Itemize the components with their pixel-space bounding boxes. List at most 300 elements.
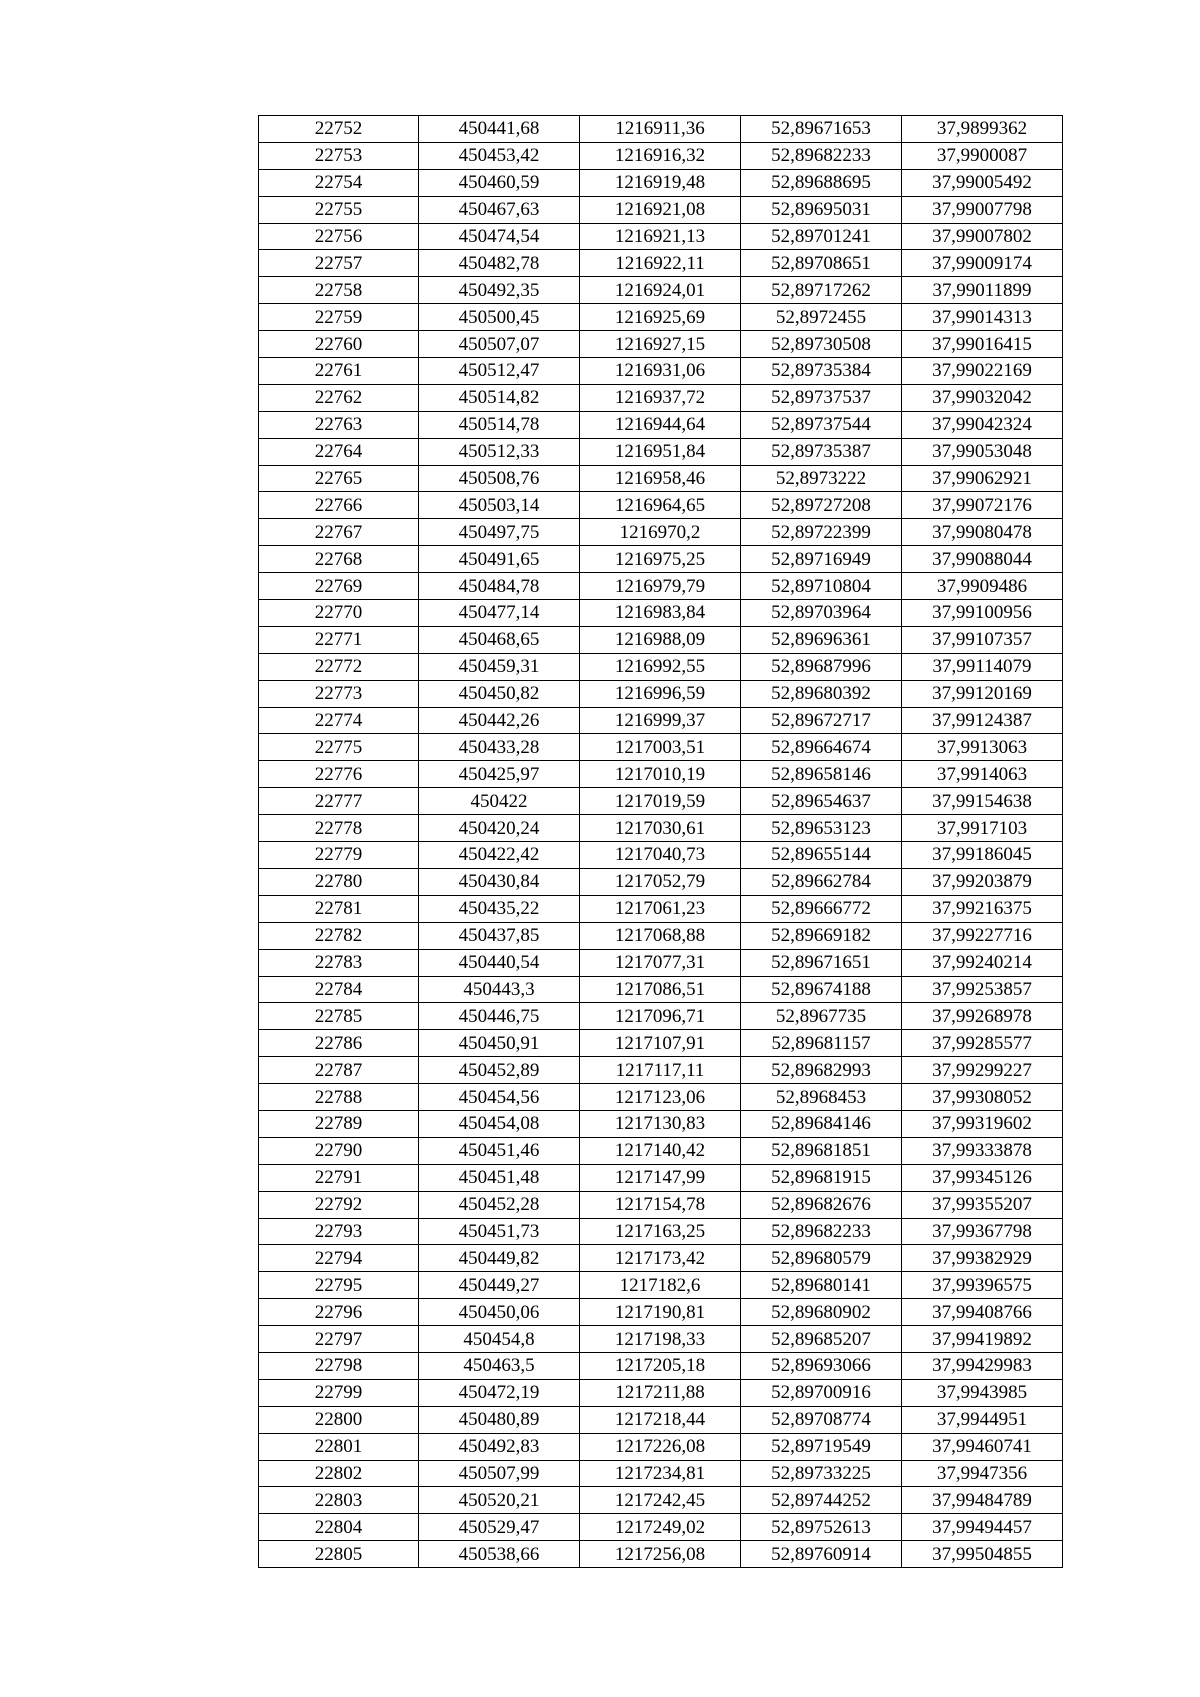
x-coordinate-cell: 450454,56 [419, 1084, 580, 1111]
y-coordinate-cell: 1217010,19 [580, 761, 741, 788]
point-number-cell: 22789 [259, 1110, 419, 1137]
latitude-cell: 52,89737537 [741, 384, 902, 411]
y-coordinate-cell: 1216921,08 [580, 196, 741, 223]
point-number-cell: 22769 [259, 573, 419, 600]
table-row [259, 1460, 1063, 1487]
point-number-cell: 22778 [259, 815, 419, 842]
latitude-cell: 52,89727208 [741, 492, 902, 519]
longitude-cell: 37,99120169 [902, 680, 1063, 707]
latitude-cell: 52,89688695 [741, 169, 902, 196]
latitude-cell: 52,89684146 [741, 1110, 902, 1137]
x-coordinate-cell: 450512,47 [419, 358, 580, 385]
y-coordinate-cell: 1216983,84 [580, 600, 741, 627]
table-row [259, 976, 1063, 1003]
table-row [259, 761, 1063, 788]
longitude-cell: 37,99014313 [902, 304, 1063, 331]
latitude-cell: 52,89722399 [741, 519, 902, 546]
x-coordinate-cell: 450459,31 [419, 653, 580, 680]
x-coordinate-cell: 450463,5 [419, 1352, 580, 1379]
x-coordinate-cell: 450451,48 [419, 1164, 580, 1191]
y-coordinate-cell: 1217256,08 [580, 1541, 741, 1568]
point-number-cell: 22762 [259, 384, 419, 411]
latitude-cell: 52,8972455 [741, 304, 902, 331]
longitude-cell: 37,99203879 [902, 868, 1063, 895]
longitude-cell: 37,99429983 [902, 1352, 1063, 1379]
latitude-cell: 52,89716949 [741, 546, 902, 573]
y-coordinate-cell: 1217163,25 [580, 1218, 741, 1245]
y-coordinate-cell: 1217123,06 [580, 1084, 741, 1111]
x-coordinate-cell: 450520,21 [419, 1487, 580, 1514]
table-row [259, 1299, 1063, 1326]
longitude-cell: 37,9900087 [902, 142, 1063, 169]
y-coordinate-cell: 1216964,65 [580, 492, 741, 519]
table-row [259, 546, 1063, 573]
table-row [259, 1084, 1063, 1111]
latitude-cell: 52,89752613 [741, 1514, 902, 1541]
longitude-cell: 37,99053048 [902, 438, 1063, 465]
point-number-cell: 22760 [259, 331, 419, 358]
table-row [259, 196, 1063, 223]
x-coordinate-cell: 450477,14 [419, 600, 580, 627]
y-coordinate-cell: 1217107,91 [580, 1030, 741, 1057]
longitude-cell: 37,99494457 [902, 1514, 1063, 1541]
latitude-cell: 52,89685207 [741, 1326, 902, 1353]
latitude-cell: 52,89662784 [741, 868, 902, 895]
longitude-cell: 37,99367798 [902, 1218, 1063, 1245]
latitude-cell: 52,89708651 [741, 250, 902, 277]
x-coordinate-cell: 450512,33 [419, 438, 580, 465]
latitude-cell: 52,89735384 [741, 358, 902, 385]
y-coordinate-cell: 1217198,33 [580, 1326, 741, 1353]
x-coordinate-cell: 450507,99 [419, 1460, 580, 1487]
longitude-cell: 37,99408766 [902, 1299, 1063, 1326]
y-coordinate-cell: 1216992,55 [580, 653, 741, 680]
point-number-cell: 22752 [259, 116, 419, 143]
y-coordinate-cell: 1217061,23 [580, 895, 741, 922]
point-number-cell: 22766 [259, 492, 419, 519]
x-coordinate-cell: 450453,42 [419, 142, 580, 169]
latitude-cell: 52,89666772 [741, 895, 902, 922]
y-coordinate-cell: 1217040,73 [580, 842, 741, 869]
x-coordinate-cell: 450452,28 [419, 1191, 580, 1218]
table-row [259, 1057, 1063, 1084]
latitude-cell: 52,89655144 [741, 842, 902, 869]
table-row [259, 1272, 1063, 1299]
y-coordinate-cell: 1217019,59 [580, 788, 741, 815]
y-coordinate-cell: 1217205,18 [580, 1352, 741, 1379]
y-coordinate-cell: 1217234,81 [580, 1460, 741, 1487]
x-coordinate-cell: 450441,68 [419, 116, 580, 143]
point-number-cell: 22761 [259, 358, 419, 385]
point-number-cell: 22759 [259, 304, 419, 331]
y-coordinate-cell: 1216921,13 [580, 223, 741, 250]
y-coordinate-cell: 1217173,42 [580, 1245, 741, 1272]
longitude-cell: 37,99419892 [902, 1326, 1063, 1353]
longitude-cell: 37,99382929 [902, 1245, 1063, 1272]
y-coordinate-cell: 1216996,59 [580, 680, 741, 707]
x-coordinate-cell: 450451,46 [419, 1137, 580, 1164]
x-coordinate-cell: 450420,24 [419, 815, 580, 842]
x-coordinate-cell: 450422,42 [419, 842, 580, 869]
point-number-cell: 22758 [259, 277, 419, 304]
latitude-cell: 52,89653123 [741, 815, 902, 842]
latitude-cell: 52,89680141 [741, 1272, 902, 1299]
table-row [259, 223, 1063, 250]
latitude-cell: 52,89672717 [741, 707, 902, 734]
point-number-cell: 22803 [259, 1487, 419, 1514]
table-row [259, 788, 1063, 815]
latitude-cell: 52,89730508 [741, 331, 902, 358]
latitude-cell: 52,89674188 [741, 976, 902, 1003]
longitude-cell: 37,99268978 [902, 1003, 1063, 1030]
x-coordinate-cell: 450443,3 [419, 976, 580, 1003]
table-row [259, 142, 1063, 169]
y-coordinate-cell: 1217030,61 [580, 815, 741, 842]
x-coordinate-cell: 450492,83 [419, 1433, 580, 1460]
longitude-cell: 37,99186045 [902, 842, 1063, 869]
table-row [259, 169, 1063, 196]
x-coordinate-cell: 450449,82 [419, 1245, 580, 1272]
y-coordinate-cell: 1217154,78 [580, 1191, 741, 1218]
latitude-cell: 52,89664674 [741, 734, 902, 761]
longitude-cell: 37,99504855 [902, 1541, 1063, 1568]
y-coordinate-cell: 1217226,08 [580, 1433, 741, 1460]
longitude-cell: 37,9944951 [902, 1406, 1063, 1433]
y-coordinate-cell: 1216999,37 [580, 707, 741, 734]
x-coordinate-cell: 450484,78 [419, 573, 580, 600]
point-number-cell: 22773 [259, 680, 419, 707]
table-row [259, 411, 1063, 438]
y-coordinate-cell: 1216951,84 [580, 438, 741, 465]
y-coordinate-cell: 1217077,31 [580, 949, 741, 976]
y-coordinate-cell: 1216931,06 [580, 358, 741, 385]
x-coordinate-cell: 450452,89 [419, 1057, 580, 1084]
y-coordinate-cell: 1217086,51 [580, 976, 741, 1003]
point-number-cell: 22786 [259, 1030, 419, 1057]
longitude-cell: 37,99016415 [902, 331, 1063, 358]
point-number-cell: 22757 [259, 250, 419, 277]
table-row [259, 1191, 1063, 1218]
y-coordinate-cell: 1216944,64 [580, 411, 741, 438]
x-coordinate-cell: 450500,45 [419, 304, 580, 331]
latitude-cell: 52,89733225 [741, 1460, 902, 1487]
longitude-cell: 37,99154638 [902, 788, 1063, 815]
table-row [259, 438, 1063, 465]
x-coordinate-cell: 450514,78 [419, 411, 580, 438]
longitude-cell: 37,9913063 [902, 734, 1063, 761]
x-coordinate-cell: 450450,06 [419, 1299, 580, 1326]
table-row [259, 895, 1063, 922]
latitude-cell: 52,89680579 [741, 1245, 902, 1272]
longitude-cell: 37,99042324 [902, 411, 1063, 438]
table-row [259, 465, 1063, 492]
longitude-cell: 37,99114079 [902, 653, 1063, 680]
table-row [259, 519, 1063, 546]
x-coordinate-cell: 450538,66 [419, 1541, 580, 1568]
y-coordinate-cell: 1217242,45 [580, 1487, 741, 1514]
point-number-cell: 22774 [259, 707, 419, 734]
latitude-cell: 52,89682993 [741, 1057, 902, 1084]
table-row [259, 1003, 1063, 1030]
latitude-cell: 52,8967735 [741, 1003, 902, 1030]
point-number-cell: 22797 [259, 1326, 419, 1353]
point-number-cell: 22784 [259, 976, 419, 1003]
y-coordinate-cell: 1216958,46 [580, 465, 741, 492]
table-row [259, 116, 1063, 143]
x-coordinate-cell: 450472,19 [419, 1379, 580, 1406]
longitude-cell: 37,99009174 [902, 250, 1063, 277]
point-number-cell: 22796 [259, 1299, 419, 1326]
x-coordinate-cell: 450492,35 [419, 277, 580, 304]
point-number-cell: 22770 [259, 600, 419, 627]
y-coordinate-cell: 1217249,02 [580, 1514, 741, 1541]
y-coordinate-cell: 1216919,48 [580, 169, 741, 196]
longitude-cell: 37,99007802 [902, 223, 1063, 250]
x-coordinate-cell: 450422 [419, 788, 580, 815]
x-coordinate-cell: 450491,65 [419, 546, 580, 573]
x-coordinate-cell: 450430,84 [419, 868, 580, 895]
latitude-cell: 52,89680392 [741, 680, 902, 707]
x-coordinate-cell: 450425,97 [419, 761, 580, 788]
x-coordinate-cell: 450454,8 [419, 1326, 580, 1353]
latitude-cell: 52,8968453 [741, 1084, 902, 1111]
longitude-cell: 37,99007798 [902, 196, 1063, 223]
x-coordinate-cell: 450450,82 [419, 680, 580, 707]
x-coordinate-cell: 450529,47 [419, 1514, 580, 1541]
latitude-cell: 52,89708774 [741, 1406, 902, 1433]
point-number-cell: 22775 [259, 734, 419, 761]
x-coordinate-cell: 450449,27 [419, 1272, 580, 1299]
latitude-cell: 52,89681851 [741, 1137, 902, 1164]
table-row [259, 707, 1063, 734]
longitude-cell: 37,99080478 [902, 519, 1063, 546]
table-row [259, 600, 1063, 627]
y-coordinate-cell: 1217130,83 [580, 1110, 741, 1137]
point-number-cell: 22801 [259, 1433, 419, 1460]
longitude-cell: 37,9899362 [902, 116, 1063, 143]
y-coordinate-cell: 1216975,25 [580, 546, 741, 573]
latitude-cell: 52,89700916 [741, 1379, 902, 1406]
point-number-cell: 22783 [259, 949, 419, 976]
point-number-cell: 22753 [259, 142, 419, 169]
y-coordinate-cell: 1217068,88 [580, 922, 741, 949]
latitude-cell: 52,89744252 [741, 1487, 902, 1514]
longitude-cell: 37,99107357 [902, 626, 1063, 653]
longitude-cell: 37,99285577 [902, 1030, 1063, 1057]
longitude-cell: 37,9943985 [902, 1379, 1063, 1406]
table-row [259, 815, 1063, 842]
point-number-cell: 22764 [259, 438, 419, 465]
point-number-cell: 22790 [259, 1137, 419, 1164]
longitude-cell: 37,99011899 [902, 277, 1063, 304]
latitude-cell: 52,89681157 [741, 1030, 902, 1057]
latitude-cell: 52,89681915 [741, 1164, 902, 1191]
longitude-cell: 37,99484789 [902, 1487, 1063, 1514]
point-number-cell: 22785 [259, 1003, 419, 1030]
table-row [259, 734, 1063, 761]
table-row [259, 1487, 1063, 1514]
x-coordinate-cell: 450437,85 [419, 922, 580, 949]
point-number-cell: 22791 [259, 1164, 419, 1191]
table-row [259, 1514, 1063, 1541]
point-number-cell: 22772 [259, 653, 419, 680]
point-number-cell: 22780 [259, 868, 419, 895]
y-coordinate-cell: 1216970,2 [580, 519, 741, 546]
longitude-cell: 37,99308052 [902, 1084, 1063, 1111]
y-coordinate-cell: 1217211,88 [580, 1379, 741, 1406]
y-coordinate-cell: 1217218,44 [580, 1406, 741, 1433]
point-number-cell: 22755 [259, 196, 419, 223]
longitude-cell: 37,99072176 [902, 492, 1063, 519]
point-number-cell: 22771 [259, 626, 419, 653]
table-row [259, 1245, 1063, 1272]
longitude-cell: 37,99005492 [902, 169, 1063, 196]
longitude-cell: 37,99032042 [902, 384, 1063, 411]
y-coordinate-cell: 1217003,51 [580, 734, 741, 761]
latitude-cell: 52,89671653 [741, 116, 902, 143]
point-number-cell: 22781 [259, 895, 419, 922]
coordinates-table [258, 115, 1063, 1568]
point-number-cell: 22756 [259, 223, 419, 250]
longitude-cell: 37,99319602 [902, 1110, 1063, 1137]
y-coordinate-cell: 1216927,15 [580, 331, 741, 358]
table-row [259, 277, 1063, 304]
longitude-cell: 37,99062921 [902, 465, 1063, 492]
longitude-cell: 37,9917103 [902, 815, 1063, 842]
point-number-cell: 22768 [259, 546, 419, 573]
latitude-cell: 52,89682233 [741, 142, 902, 169]
latitude-cell: 52,8973222 [741, 465, 902, 492]
table-row [259, 1406, 1063, 1433]
point-number-cell: 22799 [259, 1379, 419, 1406]
y-coordinate-cell: 1217140,42 [580, 1137, 741, 1164]
point-number-cell: 22805 [259, 1541, 419, 1568]
table-row [259, 1110, 1063, 1137]
latitude-cell: 52,89682676 [741, 1191, 902, 1218]
longitude-cell: 37,99100956 [902, 600, 1063, 627]
latitude-cell: 52,89717262 [741, 277, 902, 304]
table-row [259, 1030, 1063, 1057]
latitude-cell: 52,89680902 [741, 1299, 902, 1326]
x-coordinate-cell: 450454,08 [419, 1110, 580, 1137]
x-coordinate-cell: 450451,73 [419, 1218, 580, 1245]
longitude-cell: 37,9909486 [902, 573, 1063, 600]
x-coordinate-cell: 450435,22 [419, 895, 580, 922]
longitude-cell: 37,99227716 [902, 922, 1063, 949]
y-coordinate-cell: 1216979,79 [580, 573, 741, 600]
latitude-cell: 52,89671651 [741, 949, 902, 976]
point-number-cell: 22777 [259, 788, 419, 815]
latitude-cell: 52,89710804 [741, 573, 902, 600]
point-number-cell: 22765 [259, 465, 419, 492]
latitude-cell: 52,89760914 [741, 1541, 902, 1568]
y-coordinate-cell: 1217052,79 [580, 868, 741, 895]
longitude-cell: 37,99253857 [902, 976, 1063, 1003]
table-row [259, 842, 1063, 869]
x-coordinate-cell: 450468,65 [419, 626, 580, 653]
point-number-cell: 22793 [259, 1218, 419, 1245]
longitude-cell: 37,99333878 [902, 1137, 1063, 1164]
y-coordinate-cell: 1217182,6 [580, 1272, 741, 1299]
table-row [259, 573, 1063, 600]
x-coordinate-cell: 450503,14 [419, 492, 580, 519]
point-number-cell: 22767 [259, 519, 419, 546]
longitude-cell: 37,99124387 [902, 707, 1063, 734]
table-row [259, 384, 1063, 411]
x-coordinate-cell: 450497,75 [419, 519, 580, 546]
point-number-cell: 22792 [259, 1191, 419, 1218]
y-coordinate-cell: 1216911,36 [580, 116, 741, 143]
table-row [259, 331, 1063, 358]
longitude-cell: 37,99088044 [902, 546, 1063, 573]
y-coordinate-cell: 1216916,32 [580, 142, 741, 169]
table-row [259, 1218, 1063, 1245]
table-row [259, 1164, 1063, 1191]
point-number-cell: 22800 [259, 1406, 419, 1433]
longitude-cell: 37,99355207 [902, 1191, 1063, 1218]
table-row [259, 868, 1063, 895]
x-coordinate-cell: 450514,82 [419, 384, 580, 411]
x-coordinate-cell: 450482,78 [419, 250, 580, 277]
table-row [259, 1137, 1063, 1164]
y-coordinate-cell: 1217096,71 [580, 1003, 741, 1030]
point-number-cell: 22798 [259, 1352, 419, 1379]
point-number-cell: 22794 [259, 1245, 419, 1272]
x-coordinate-cell: 450460,59 [419, 169, 580, 196]
point-number-cell: 22802 [259, 1460, 419, 1487]
latitude-cell: 52,89701241 [741, 223, 902, 250]
table-row [259, 1379, 1063, 1406]
x-coordinate-cell: 450474,54 [419, 223, 580, 250]
table-row [259, 680, 1063, 707]
table-row [259, 304, 1063, 331]
y-coordinate-cell: 1216925,69 [580, 304, 741, 331]
latitude-cell: 52,89695031 [741, 196, 902, 223]
latitude-cell: 52,89687996 [741, 653, 902, 680]
longitude-cell: 37,9947356 [902, 1460, 1063, 1487]
point-number-cell: 22795 [259, 1272, 419, 1299]
x-coordinate-cell: 450508,76 [419, 465, 580, 492]
point-number-cell: 22754 [259, 169, 419, 196]
point-number-cell: 22788 [259, 1084, 419, 1111]
coordinates-table-body [259, 116, 1063, 1568]
point-number-cell: 22763 [259, 411, 419, 438]
x-coordinate-cell: 450507,07 [419, 331, 580, 358]
point-number-cell: 22804 [259, 1514, 419, 1541]
longitude-cell: 37,99345126 [902, 1164, 1063, 1191]
x-coordinate-cell: 450442,26 [419, 707, 580, 734]
table-row [259, 653, 1063, 680]
table-row [259, 1352, 1063, 1379]
x-coordinate-cell: 450440,54 [419, 949, 580, 976]
latitude-cell: 52,89658146 [741, 761, 902, 788]
longitude-cell: 37,99240214 [902, 949, 1063, 976]
latitude-cell: 52,89696361 [741, 626, 902, 653]
table-row [259, 358, 1063, 385]
x-coordinate-cell: 450480,89 [419, 1406, 580, 1433]
table-row [259, 250, 1063, 277]
x-coordinate-cell: 450467,63 [419, 196, 580, 223]
longitude-cell: 37,99216375 [902, 895, 1063, 922]
table-row [259, 949, 1063, 976]
latitude-cell: 52,89703964 [741, 600, 902, 627]
latitude-cell: 52,89737544 [741, 411, 902, 438]
y-coordinate-cell: 1217190,81 [580, 1299, 741, 1326]
table-row [259, 1541, 1063, 1568]
table-row [259, 626, 1063, 653]
x-coordinate-cell: 450433,28 [419, 734, 580, 761]
longitude-cell: 37,99460741 [902, 1433, 1063, 1460]
